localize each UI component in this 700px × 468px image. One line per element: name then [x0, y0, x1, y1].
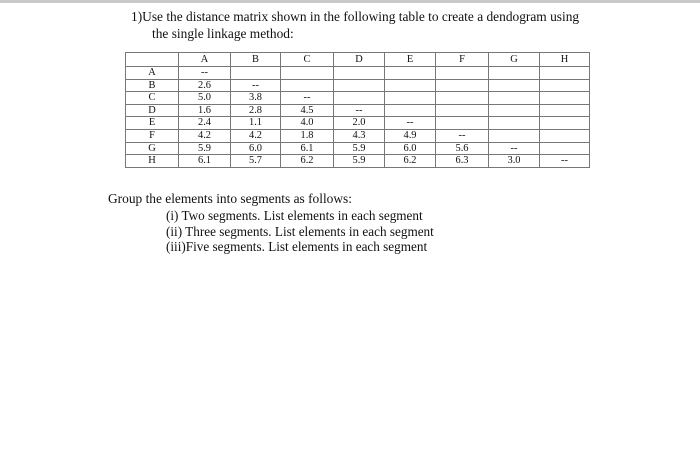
table-row [126, 155, 590, 168]
question-text [131, 8, 651, 42]
row-header: D [126, 104, 179, 117]
table-row [126, 79, 590, 92]
distance-cell [540, 67, 590, 80]
distance-cell: 3.0 [489, 155, 540, 168]
distance-cell: 5.9 [334, 142, 385, 155]
column-header: B [231, 53, 281, 67]
distance-cell [540, 129, 590, 142]
row-header: F [126, 129, 179, 142]
distance-cell [489, 79, 540, 92]
distance-cell [385, 104, 436, 117]
instructions-list [166, 208, 434, 255]
distance-cell: -- [281, 92, 334, 105]
distance-cell [385, 79, 436, 92]
row-header: H [126, 155, 179, 168]
table-row [126, 67, 590, 80]
distance-cell: 5.6 [436, 142, 489, 155]
distance-cell: 5.9 [179, 142, 231, 155]
top-border [0, 0, 700, 3]
distance-cell: 4.3 [334, 129, 385, 142]
instruction-item: (i) Two segments. List elements in each segment [166, 208, 423, 223]
row-header: C [126, 92, 179, 105]
distance-cell: 6.1 [179, 155, 231, 168]
distance-cell [334, 92, 385, 105]
instructions-heading: Group the elements into segments as follows: [108, 191, 352, 206]
distance-cell: 4.0 [281, 117, 334, 130]
distance-cell: 6.3 [436, 155, 489, 168]
distance-cell [489, 92, 540, 105]
distance-cell [489, 67, 540, 80]
header-row [126, 53, 590, 67]
distance-cell [540, 142, 590, 155]
distance-cell [281, 67, 334, 80]
corner-cell [126, 53, 179, 67]
table-row [126, 92, 590, 105]
distance-cell: -- [489, 142, 540, 155]
distance-cell [540, 92, 590, 105]
table-row [126, 129, 590, 142]
row-header: A [126, 67, 179, 80]
distance-cell: 5.7 [231, 155, 281, 168]
table-row [126, 117, 590, 130]
distance-cell [436, 92, 489, 105]
distance-cell [540, 79, 590, 92]
table-row [126, 104, 590, 117]
distance-cell: 4.9 [385, 129, 436, 142]
distance-cell: -- [436, 129, 489, 142]
distance-cell: -- [334, 104, 385, 117]
distance-cell [436, 67, 489, 80]
distance-cell [436, 117, 489, 130]
question-line-1: 1)Use the distance matrix shown in the following table to create a dendogram using [131, 9, 580, 24]
distance-cell: 2.0 [334, 117, 385, 130]
distance-cell [540, 104, 590, 117]
instruction-item: (ii) Three segments. List elements in each segment [166, 223, 434, 239]
distance-cell: 5.9 [334, 155, 385, 168]
distance-cell: -- [540, 155, 590, 168]
distance-cell [385, 67, 436, 80]
distance-cell [334, 79, 385, 92]
row-header: B [126, 79, 179, 92]
distance-cell: 2.8 [231, 104, 281, 117]
column-header: A [179, 53, 231, 67]
distance-cell [489, 117, 540, 130]
column-header: E [385, 53, 436, 67]
distance-cell: 4.5 [281, 104, 334, 117]
distance-cell [489, 104, 540, 117]
distance-cell: 1.6 [179, 104, 231, 117]
instruction-item: (iii)Five segments. List elements in each segment [166, 239, 428, 255]
distance-cell: 3.8 [231, 92, 281, 105]
column-header: C [281, 53, 334, 67]
column-header: F [436, 53, 489, 67]
distance-cell [489, 129, 540, 142]
distance-cell [436, 79, 489, 92]
question-line-2: the single linkage method: [152, 26, 294, 41]
distance-cell [436, 104, 489, 117]
distance-cell [231, 67, 281, 80]
distance-cell: 5.0 [179, 92, 231, 105]
distance-cell: 6.1 [281, 142, 334, 155]
distance-cell: 1.8 [281, 129, 334, 142]
distance-cell: 6.2 [385, 155, 436, 168]
distance-cell: 2.6 [179, 79, 231, 92]
distance-cell [281, 79, 334, 92]
distance-cell: 4.2 [231, 129, 281, 142]
row-header: G [126, 142, 179, 155]
distance-cell [334, 67, 385, 80]
distance-matrix-table [125, 52, 590, 168]
distance-cell [385, 92, 436, 105]
distance-cell: -- [231, 79, 281, 92]
distance-cell: 4.2 [179, 129, 231, 142]
distance-cell [540, 117, 590, 130]
table-row [126, 142, 590, 155]
column-header: D [334, 53, 385, 67]
distance-cell: 6.0 [231, 142, 281, 155]
distance-cell: 6.0 [385, 142, 436, 155]
distance-cell: -- [179, 67, 231, 80]
column-header: H [540, 53, 590, 67]
distance-cell: 1.1 [231, 117, 281, 130]
row-header: E [126, 117, 179, 130]
distance-cell: 6.2 [281, 155, 334, 168]
distance-cell: 2.4 [179, 117, 231, 130]
column-header: G [489, 53, 540, 67]
distance-cell: -- [385, 117, 436, 130]
